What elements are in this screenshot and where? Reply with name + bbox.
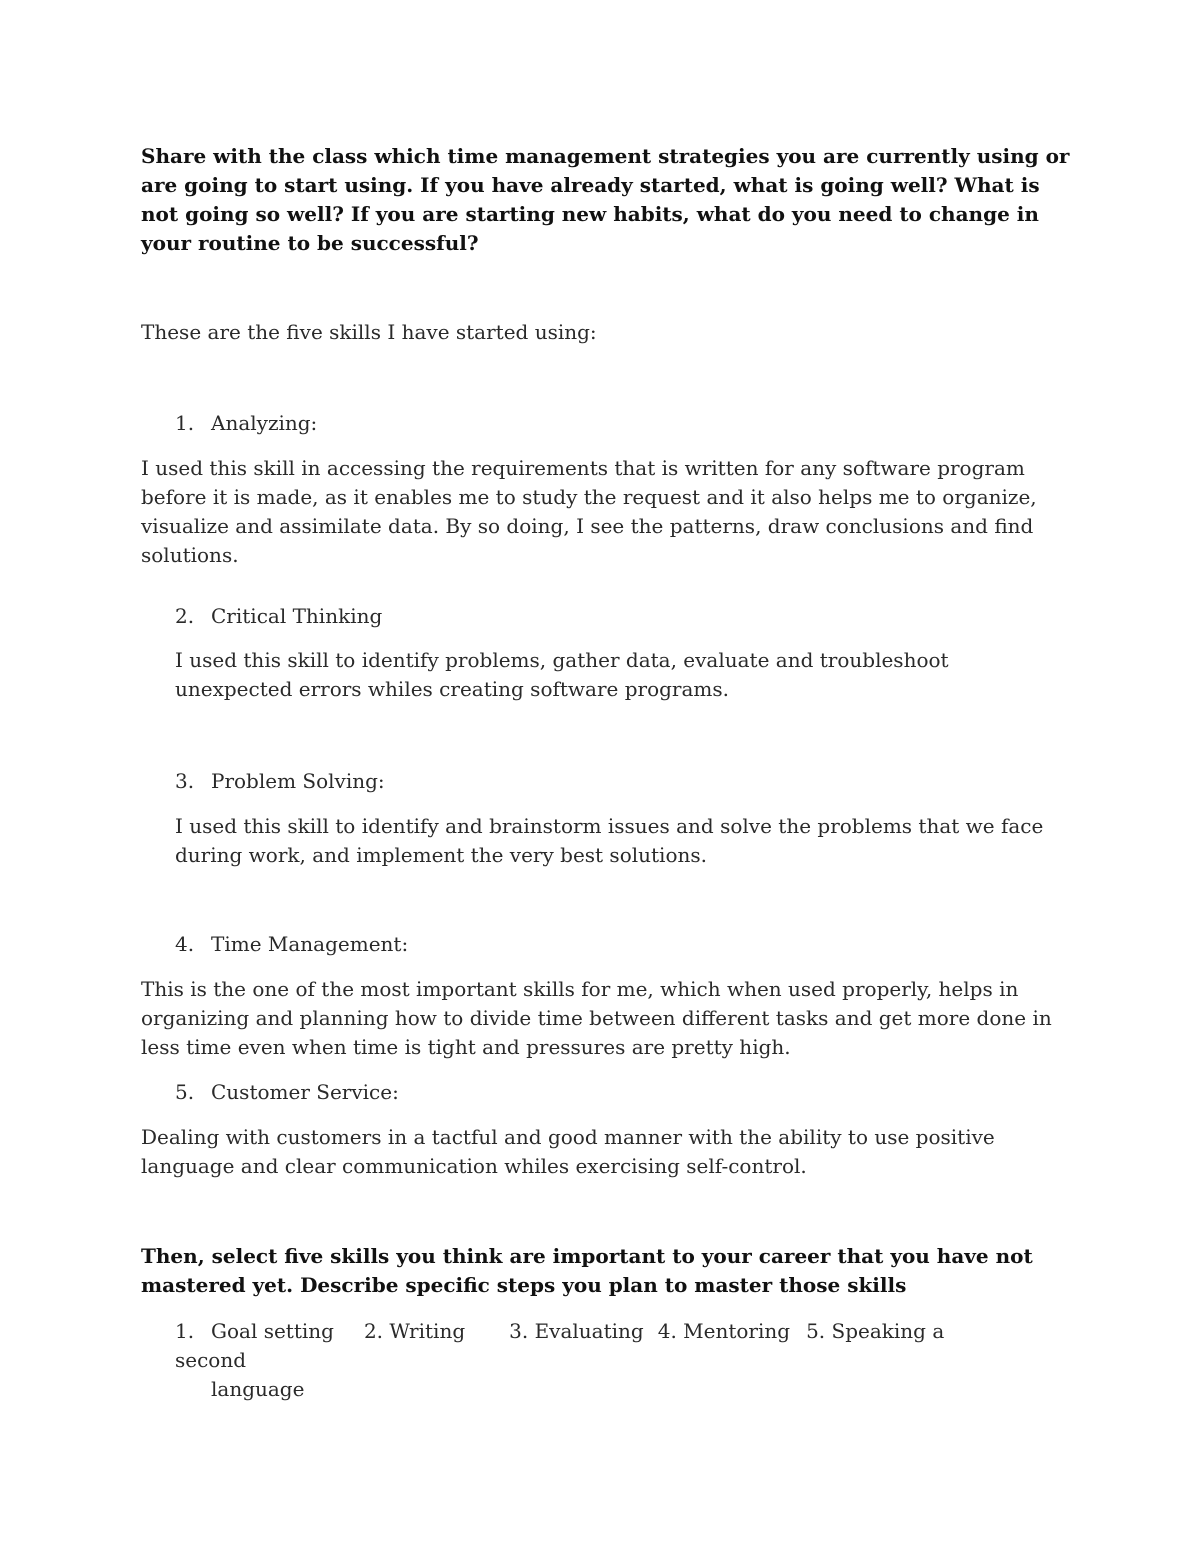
future-skill-3: 3. Evaluating — [509, 1319, 644, 1343]
future-skill-4: 4. Mentoring — [657, 1319, 791, 1343]
skill-item-3-description: I used this skill to identify and brainstorm issues and solve the problems that we face during work, and implement the very best solutions. — [175, 814, 1044, 867]
skill-title: Time Management: — [211, 932, 409, 956]
intro-text: These are the five skills I have started using: — [141, 320, 597, 344]
future-skill-2: 2. Writing — [363, 1319, 466, 1343]
skill-item-5-description: Dealing with customers in a tactful and good manner with the ability to use positive language and clear communication whiles exercising self-control. — [141, 1125, 995, 1178]
skill-number: 4. — [175, 932, 195, 956]
skill-number: 2. — [175, 604, 195, 628]
skill-item-3-heading — [175, 767, 385, 796]
skill-number: 5. — [175, 1080, 195, 1104]
future-skill-1: Goal setting — [211, 1319, 334, 1343]
skill-title: Critical Thinking — [211, 604, 383, 628]
skill-title: Analyzing: — [211, 411, 318, 435]
skill-item-1-heading — [175, 409, 317, 438]
skill-number: 3. — [175, 769, 195, 793]
skill-item-2-heading — [175, 602, 382, 631]
skill-item-2-description: I used this skill to identify problems, gather data, evaluate and troubleshoot unexpected errors whiles creating software programs. — [175, 648, 949, 701]
prompt-question-1: Share with the class which time management strategies you are currently using or are going to start using. If you have already started, what is going well? What is not going so well? If you are starting new habits, what do you need to change in your routine to be successful? — [141, 144, 1070, 255]
skill-title: Customer Service: — [211, 1080, 399, 1104]
skill-item-4-description: This is the one of the most important skills for me, which when used properly, helps in organizing and planning how to divide time between different tasks and get more done in less time even when time is tight and pressures are pretty high. — [141, 977, 1052, 1059]
future-skills-line-2: language — [211, 1377, 305, 1401]
skill-item-1-description: I used this skill in accessing the requirements that is written for any software program before it is made, as it enables me to study the request and it also helps me to organize, visualize and assimilate data. By so doing, I see the patterns, draw conclusions and find solutions. — [141, 456, 1037, 567]
future-skills-list — [175, 1317, 1005, 1404]
skill-number: 1. — [175, 411, 195, 435]
future-skill-5: 5. Speaking a second — [175, 1319, 945, 1372]
prompt-question-2: Then, select five skills you think are important to your career that you have not mastered yet. Describe specific steps you plan to master those skills — [141, 1244, 1033, 1297]
skill-title: Problem Solving: — [211, 769, 385, 793]
skill-item-5-heading — [175, 1078, 399, 1107]
future-skill-number: 1. — [175, 1319, 195, 1343]
skill-item-4-heading — [175, 930, 408, 959]
future-skills-line-1 — [175, 1317, 1005, 1375]
